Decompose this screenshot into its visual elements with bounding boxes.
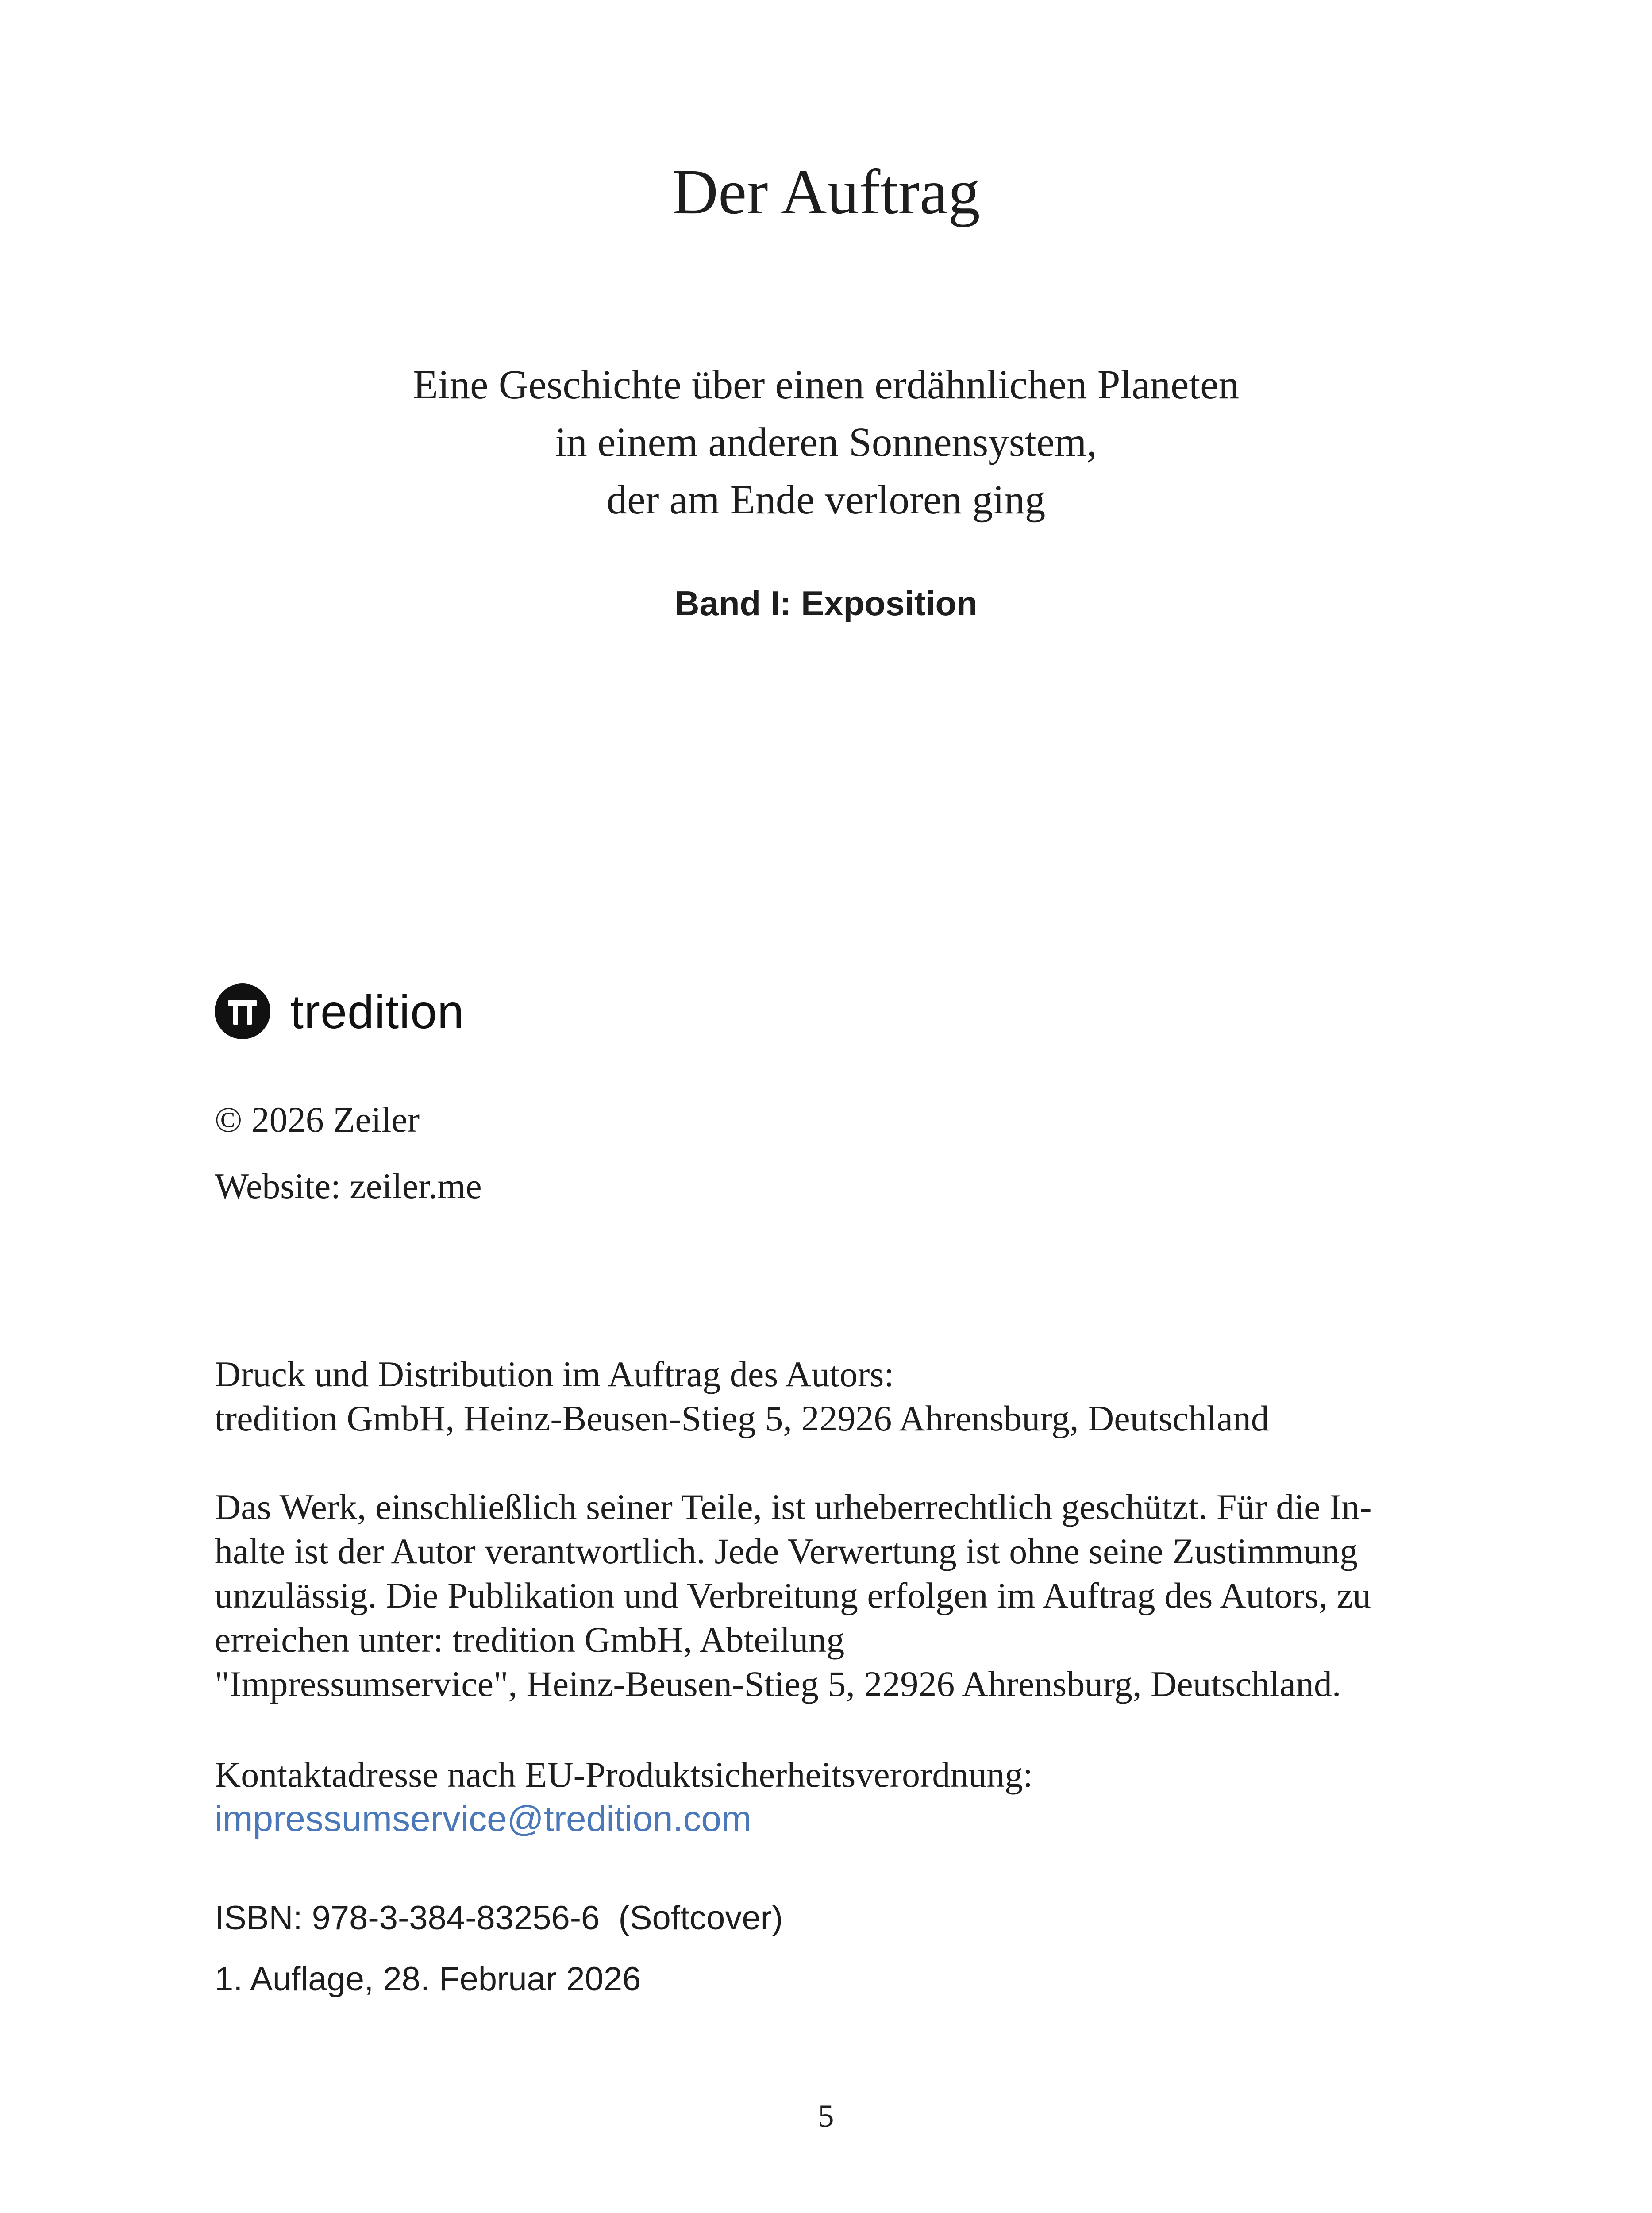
subtitle-line: in einem anderen Sonnensystem, <box>555 420 1097 465</box>
publisher-name: tredition <box>290 984 465 1038</box>
copyright-notice: © 2026 Zeiler <box>215 1099 420 1140</box>
page-number: 5 <box>818 2098 834 2134</box>
contact-email-link[interactable]: impressumservice@tredition.com <box>215 1799 752 1839</box>
volume-label: Band I: Exposition <box>674 584 978 623</box>
legal-notice <box>215 1485 1445 1706</box>
book-title: Der Auftrag <box>672 157 980 227</box>
book-subtitle <box>0 356 1652 529</box>
website-line: Website: zeiler.me <box>215 1166 482 1206</box>
print-distribution-info <box>215 1352 1445 1441</box>
publisher-address: tredition GmbH, Heinz-Beusen-Stieg 5, 22926 Ahrensburg, Deutschland <box>215 1398 1269 1438</box>
subtitle-line: der am Ende verloren ging <box>606 477 1046 523</box>
edition-line: 1. Auflage, 28. Februar 2026 <box>215 1960 641 1998</box>
legal-line: erreichen unter: tredition GmbH, Abteilung <box>215 1619 845 1660</box>
contact-address <box>215 1753 1445 1841</box>
subtitle-line: Eine Geschichte über einen erdähnlichen Planeten <box>413 362 1239 408</box>
legal-line: Das Werk, einschließlich seiner Teile, ist urheberrechtlich geschützt. Für die In- <box>215 1487 1372 1527</box>
publisher-logo <box>215 980 464 1042</box>
legal-line: "Impressumservice", Heinz-Beusen-Stieg 5, 22926 Ahrensburg, Deutschland. <box>215 1664 1341 1704</box>
legal-line: unzulässig. Die Publikation und Verbreitung erfolgen im Auftrag des Autors, zu <box>215 1575 1371 1615</box>
legal-line: halte ist der Autor verantwortlich. Jede Verwertung ist ohne seine Zustimmung <box>215 1531 1358 1571</box>
contact-label: Kontaktadresse nach EU-Produktsicherheitsverordnung: <box>215 1754 1033 1795</box>
isbn-line: ISBN: 978-3-384-83256-6 (Softcover) <box>215 1899 783 1937</box>
tredition-logo-icon <box>215 983 270 1039</box>
print-info-line: Druck und Distribution im Auftrag des Autors: <box>215 1354 894 1394</box>
